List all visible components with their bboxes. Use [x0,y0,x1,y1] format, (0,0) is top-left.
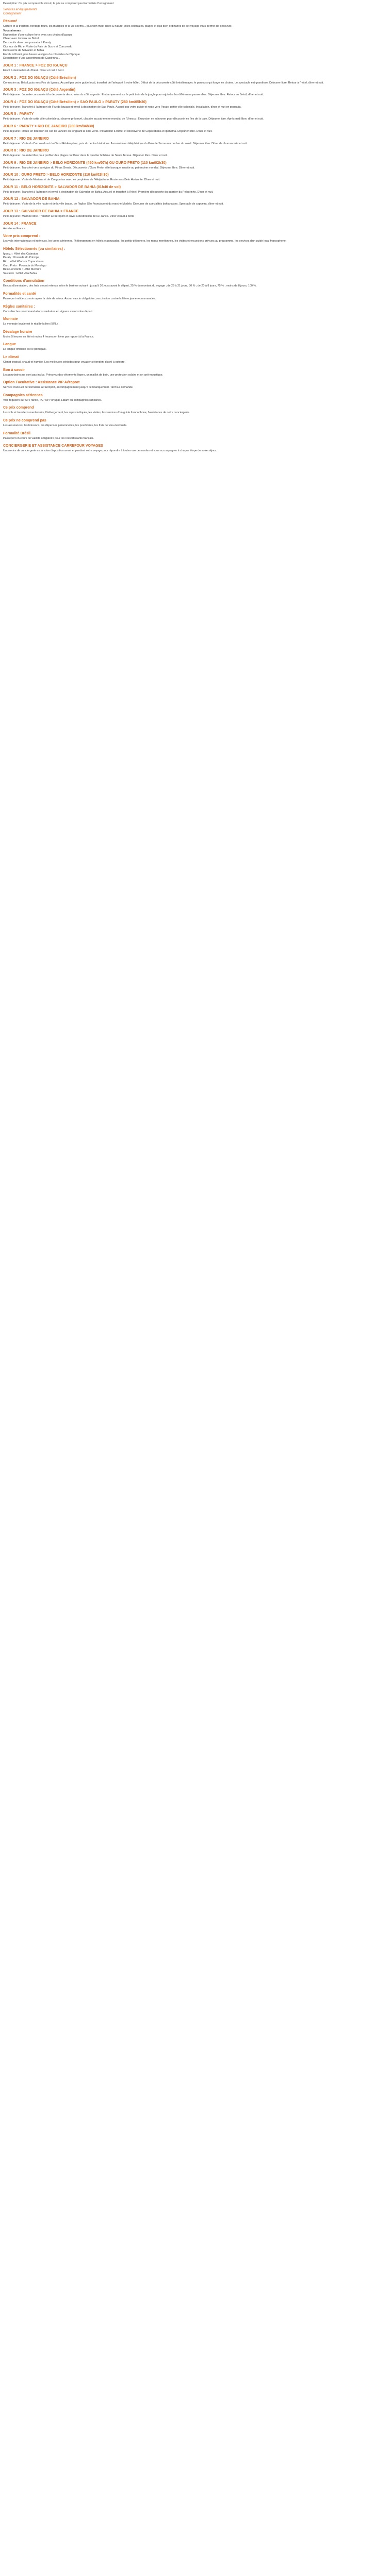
day-title: JOUR 9 : RIO DE JANEIRO > BELO HORIZONTE (450 km/07h) OU OURO PRETO (110 km/02h30) [3,161,167,165]
hotels-title: Hôtels Sélectionnés (ou similaires) : [3,247,66,251]
top-note: Description: Ce prix comprend le circuit, le prix ne comprend pas Formalités Consignment [3,2,114,5]
compagnies-title: Compagnies aériennes [3,393,43,397]
option-text: Service d'accueil personnalisé à l'aéroport, accompagnement jusqu'à l'embarquement. Tarif sur demande. [3,386,134,389]
day-title: JOUR 4 : FOZ DO IGUAÇU (Côté Brésilien) > SAO PAULO > PARATY (280 km/05h30) [3,100,146,104]
prix-title: Votre prix comprend : [3,234,41,239]
langue-title: Langue [3,343,16,347]
formalites-text: Passeport valide six mois après la date de retour. Aucun vaccin obligatoire, vaccination contre la fièvre jaune recommandée. [3,297,156,300]
day-title: JOUR 10 : OURO PRETO > BELO HORIZONTE (110 km/02h30) [3,173,109,177]
langue-text: La langue officielle est le portugais. [3,348,47,351]
day-title: JOUR 7 : RIO DE JANEIRO [3,137,49,141]
climat-title: Le climat [3,355,19,359]
prix-ne-comprend-title: Ce prix ne comprend pas [3,418,46,422]
day-4 [3,100,388,110]
day-title: JOUR 14 : FRANCE [3,222,37,226]
formalite-bresil-text: Passeport en cours de validité obligatoire pour les ressortissants français. [3,436,94,440]
day-title: JOUR 1 : FRANCE > FOZ DO IGUAÇU [3,63,68,67]
day-title: JOUR 8 : RIO DE JANEIRO [3,149,49,153]
day-11 [3,185,388,195]
conciergerie-text: Un service de conciergerie est à votre disposition avant et pendant votre voyage pour répondre à toutes vos demandes et vous accompagner à chaque étape de votre séjour. [3,449,217,453]
option-title: Option Facultative : Assistance VIP Aéroport [3,381,80,385]
monnaie-text: La monnaie locale est le réal brésilien (BRL). [3,323,59,326]
day-2 [3,76,388,86]
list-item: City tour de Rio et Visite du Pain de Sucre et Corcovado [3,45,73,48]
conditions-title: Conditions d'annulation [3,279,44,283]
prix-comprend-text: Les vols et transferts mentionnés, l'hébergement, les repas indiqués, les visites, les services d'un guide francophone, l'assistance de notre conciergerie. [3,411,190,415]
day-text: Petit-déjeuner. Route en direction de Rio de Janeiro en longeant la côte verte. Installation à l'hôtel et découverte de Copacabana et Ipanema. Déjeuner libre. Dîner et nuit. [3,129,213,133]
day-title: JOUR 11 : BELO HORIZONTE > SALVADOR DE BAHIA (01h40 de vol) [3,185,121,189]
prix-comprend-title: Ce prix comprend [3,406,34,410]
vous-aimerez-list [3,33,388,61]
bon-a-savoir-text: Les pourboires ne sont pas inclus. Prévoyez des vêtements légers, un maillot de bain, une protection solaire et un anti-moustique. [3,373,164,377]
monnaie-title: Monnaie [3,317,18,321]
list-item: Belo Horizonte : Hôtel Mercure [3,268,41,272]
list-item: Découverte de Salvador et Bahia [3,49,44,53]
formalites-title: Formalités et santé [3,292,36,296]
day-title: JOUR 2 : FOZ DO IGUAÇU (Côté Brésilien) [3,76,76,80]
services-subtitle: Consignment [3,12,22,15]
list-item: Cheer avec travaux au Brésil [3,37,39,41]
decalage-title: Décalage horaire [3,330,32,334]
day-3 [3,88,388,97]
hotels-list [3,252,388,276]
day-13 [3,209,388,219]
regles-title: Règles sanitaires : [3,304,35,309]
day-8 [3,148,388,158]
conciergerie-title: CONCIERGERIE ET ASSISTANCE CARREFOUR VOYAGES [3,444,103,448]
list-item: Dégustation d'une assortiment de Caipirinha... [3,57,60,60]
day-14 [3,222,388,231]
day-text: Arrivée en France. [3,227,26,230]
day-text: Petit-déjeuner. Visite du Corcovado et du Christ Rédempteur, puis du centre historique. Ascension en téléphérique du Pain de Sucre au coucher du soleil. Déjeuner libre. Dîner de churrascaria et nuit. [3,142,248,145]
prix-ne-comprend-text: Les assurances, les boissons, les dépenses personnelles, les pourboires, les frais de visa éventuels. [3,423,127,427]
day-text: Petit-déjeuner. Visite de cette ville coloniale au charme préservé, classée au patrimoine mondial de l'Unesco. Excursion en schooner pour découvrir les îles de la baie. Déjeuner libre. Après-midi libre, dîner et nuit. [3,117,264,121]
list-item: Ouro Preto : Pousada do Mondego [3,264,46,267]
day-title: JOUR 13 : SALVADOR DE BAHIA > FRANCE [3,210,79,214]
list-item: Deux nuits dans une pousada à Paraty [3,41,51,44]
regles-text: Consultez les recommandations sanitaires en vigueur avant votre départ. [3,310,93,313]
decalage-text: Moins 5 heures en été et moins 4 heures en hiver par rapport à la France. [3,335,94,338]
climat-text: Climat tropical, chaud et humide. Les meilleures périodes pour voyager s'étendent d'avril à octobre. [3,360,125,364]
itinerary-page [0,0,391,460]
day-7 [3,137,388,146]
day-title: JOUR 3 : FOZ DO IGUAÇU (Côté Argentin) [3,88,76,92]
day-text: Petit-déjeuner. Journée libre pour profiter des plages ou flâner dans le quartier bohème de Santa Teresa. Déjeuner libre. Dîner et nuit. [3,154,168,158]
day-title: JOUR 12 : SALVADOR DE BAHIA [3,197,60,201]
resume-title: Résumé [3,19,18,23]
day-text: Petit-déjeuner. Transfert à l'aéroport et envol à destination de Salvador de Bahia. Accueil et transfert à l'hôtel. Première découverte du quartier du Pelourinho. Dîner et nuit. [3,190,214,194]
list-item: Rio : Hôtel Windsor Copacabana [3,260,44,264]
services-title: Services et équipements [3,8,37,11]
day-text: Connexion au Brésil, puis vers Foz do Iguaçu. Accueil par votre guide local, transfert de l'aéroport à votre hôtel. Début de la découverte côté brésilien avec le parcours qui longe les chutes. Le spectacle est grandiose. Déjeuner libre. Retour à l'hôtel, dîner et nuit. [3,81,324,84]
day-text: Petit-déjeuner. Transfert vers la région du Minas Gerais. Découverte d'Ouro Preto, ville baroque inscrite au patrimoine mondial. Déjeuner libre. Dîner et nuit. [3,166,195,170]
day-text: Petit-déjeuner. Matinée libre. Transfert à l'aéroport et envol à destination de la France. Dîner et nuit à bord. [3,215,135,218]
resume-text: Culture et la tradition, heritage tours, les multiples of la vie seems... plus with most cities & nature, villes coloniales, plages et plus bien ordinaires de cet voyage vous permet de découvrir. [3,24,232,28]
day-text: Envol à destination du Brésil. Dîner et nuit à bord. [3,69,64,72]
day-9 [3,161,388,171]
day-title: JOUR 5 : PARATY [3,112,34,116]
prix-text: Les vols internationaux et intérieurs, les taxes aériennes, l'hébergement en hôtels et pousadas, les petits-déjeuners, les repas mentionnés, les visites et excursions prévues au programme, les services d'un guide local francophone. [3,240,287,243]
day-text: Petit-déjeuner. Visite de la ville haute et de la ville basse, de l'église São Francisco et du marché Modelo. Déjeuner de spécialités bahianaises. Spectacle de capoeira, dîner et nuit. [3,202,224,206]
list-item: Paraty : Pousada do Principe [3,256,39,260]
day-1 [3,63,388,73]
day-10 [3,173,388,182]
list-item: Iguaçu : Hôtel des Cataratas [3,252,39,256]
list-item: Escale à Parati, plus beaux vestiges du coloniales de l'époque [3,53,80,56]
list-item: Salvador : Hôtel Villa Bahia [3,272,37,275]
day-text: Petit-déjeuner. Journée consacrée à la découverte des chutes du côté argentin. Embarquement sur le petit train de la jungle pour rejoindre les différentes passerelles. Déjeuner libre. Retour au Brésil, dîner et nuit. [3,93,264,97]
day-6 [3,124,388,134]
list-item: Exploration d'une culture forte avec ces chutes d'Iguaçu [3,33,72,37]
day-text: Petit-déjeuner. Visite de Mariana et de Congonhas avec les prophètes de l'Aleijadinho. Route vers Belo Horizonte. Dîner et nuit. [3,178,160,182]
day-12 [3,197,388,207]
vous-aimerez-title: Vous aimerez : [3,29,23,33]
compagnies-text: Vols réguliers sur Air France, TAP Air Portugal, Latam ou compagnies similaires. [3,398,102,402]
bon-a-savoir-title: Bon à savoir [3,368,25,372]
conditions-text: En cas d'annulation, des frais seront retenus selon le barème suivant : jusqu'à 30 jours avant le départ, 25 % du montant du voyage ; de 29 à 21 jours, 50 % ; de 20 à 8 jours, 75 % ; moins de 8 jours, 100 %. [3,284,257,288]
day-5 [3,112,388,122]
formalite-bresil-title: Formalité Brésil [3,431,30,435]
day-title: JOUR 6 : PARATY > RIO DE JANEIRO (260 km/04h30) [3,124,94,128]
day-text: Petit-déjeuner. Transfert à l'aéroport de Foz do Iguaçu et envol à destination de Sao Paulo. Accueil par votre guide et route vers Paraty, petite ville coloniale. Installation, dîner et nuit en pousada. [3,105,242,109]
